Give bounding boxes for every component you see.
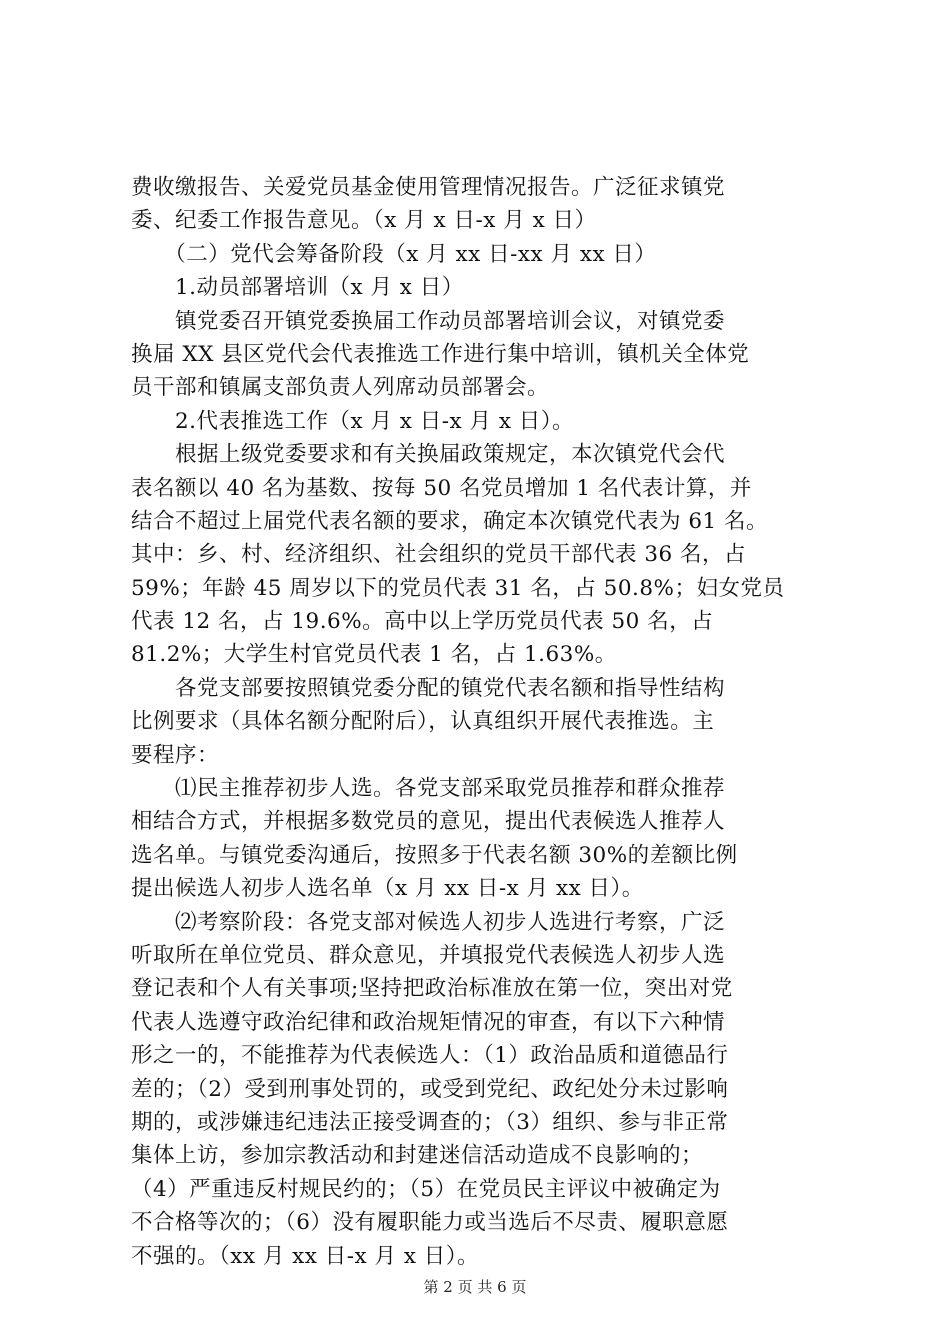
text-line: 其中：乡、村、经济组织、社会组织的党员干部代表 36 名，占 — [131, 542, 747, 568]
page-footer: 第 2 页 共 6 页 — [423, 1278, 527, 1296]
section-heading: （二）党代会筹备阶段（x 月 xx 日-xx 月 xx 日） — [131, 241, 657, 267]
text-line: 集体上访，参加宗教活动和封建迷信活动造成不良影响的； — [131, 1143, 704, 1169]
text-line: 要程序： — [131, 742, 220, 768]
text-line: 形之一的，不能推荐为代表候选人：（1）政治品质和道德品行 — [131, 1043, 729, 1069]
text-line: 表名额以 40 名为基数、按每 50 名党员增加 1 名代表计算，并 — [131, 475, 752, 501]
subsection-heading: 1.动员部署培训（x 月 x 日） — [131, 275, 464, 301]
text-line: 听取所在单位党员、群众意见，并填报党代表候选人初步人选 — [131, 942, 726, 968]
text-line: 代表人选遵守政治纪律和政治规矩情况的审查，有以下六种情 — [131, 1009, 726, 1035]
text-line: 代表 12 名，占 19.6%。高中以上学历党员代表 50 名，占 — [131, 609, 714, 635]
subsection-heading: 2.代表推选工作（x 月 x 日-x 月 x 日）。 — [131, 408, 575, 434]
text-line: 费收缴报告、关爱党员基金使用管理情况报告。广泛征求镇党 — [131, 175, 726, 200]
text-line: 81.2%；大学生村官党员代表 1 名，占 1.63%。 — [131, 642, 617, 668]
text-line: 不合格等次的；（6）没有履职能力或当选后不尽责、履职意愿 — [131, 1210, 729, 1236]
text-line: 不强的。（xx 月 xx 日-x 月 x 日）。 — [131, 1243, 480, 1269]
text-line: 各党支部要按照镇党委分配的镇党代表名额和指导性结构 — [131, 675, 726, 701]
text-line: ⑵考察阶段：各党支部对候选人初步人选进行考察，广泛 — [131, 909, 726, 935]
text-line: 比例要求（具体名额分配附后），认真组织开展代表推选。主 — [131, 709, 715, 735]
text-line: 差的；（2）受到刑事处罚的，或受到党纪、政纪处分未过影响 — [131, 1076, 729, 1102]
document-body — [131, 171, 831, 1273]
text-line: 期的，或涉嫌违纪违法正接受调查的；（3）组织、参与非正常 — [131, 1109, 729, 1135]
text-line: （4）严重违反村规民约的；（5）在党员民主评议中被确定为 — [131, 1176, 721, 1202]
text-line: 选名单。与镇党委沟通后，按照多于代表名额 30%的差额比例 — [131, 842, 738, 868]
text-line: 相结合方式，并根据多数党员的意见，提出代表候选人推荐人 — [131, 809, 726, 835]
text-line: 委、纪委工作报告意见。（x 月 x 日-x 月 x 日） — [131, 208, 597, 234]
text-line: 根据上级党委要求和有关换届政策规定，本次镇党代会代 — [131, 442, 726, 468]
text-line: ⑴民主推荐初步人选。各党支部采取党员推荐和群众推荐 — [131, 776, 726, 802]
text-line: 登记表和个人有关事项;坚持把政治标准放在第一位，突出对党 — [131, 976, 733, 1002]
text-line: 员干部和镇属支部负责人列席动员部署会。 — [131, 375, 550, 401]
text-line: 换届 XX 县区党代会代表推选工作进行集中培训，镇机关全体党 — [131, 341, 750, 367]
text-line: 59%；年龄 45 周岁以下的党员代表 31 名，占 50.8%；妇女党员 — [131, 575, 785, 601]
text-line: 结合不超过上届党代表名额的要求，确定本次镇党代表为 61 名。 — [131, 508, 769, 534]
text-line: 提出候选人初步人选名单（x 月 xx 日-x 月 xx 日）。 — [131, 876, 644, 902]
text-line: 镇党委召开镇党委换届工作动员部署培训会议，对镇党委 — [131, 308, 726, 334]
